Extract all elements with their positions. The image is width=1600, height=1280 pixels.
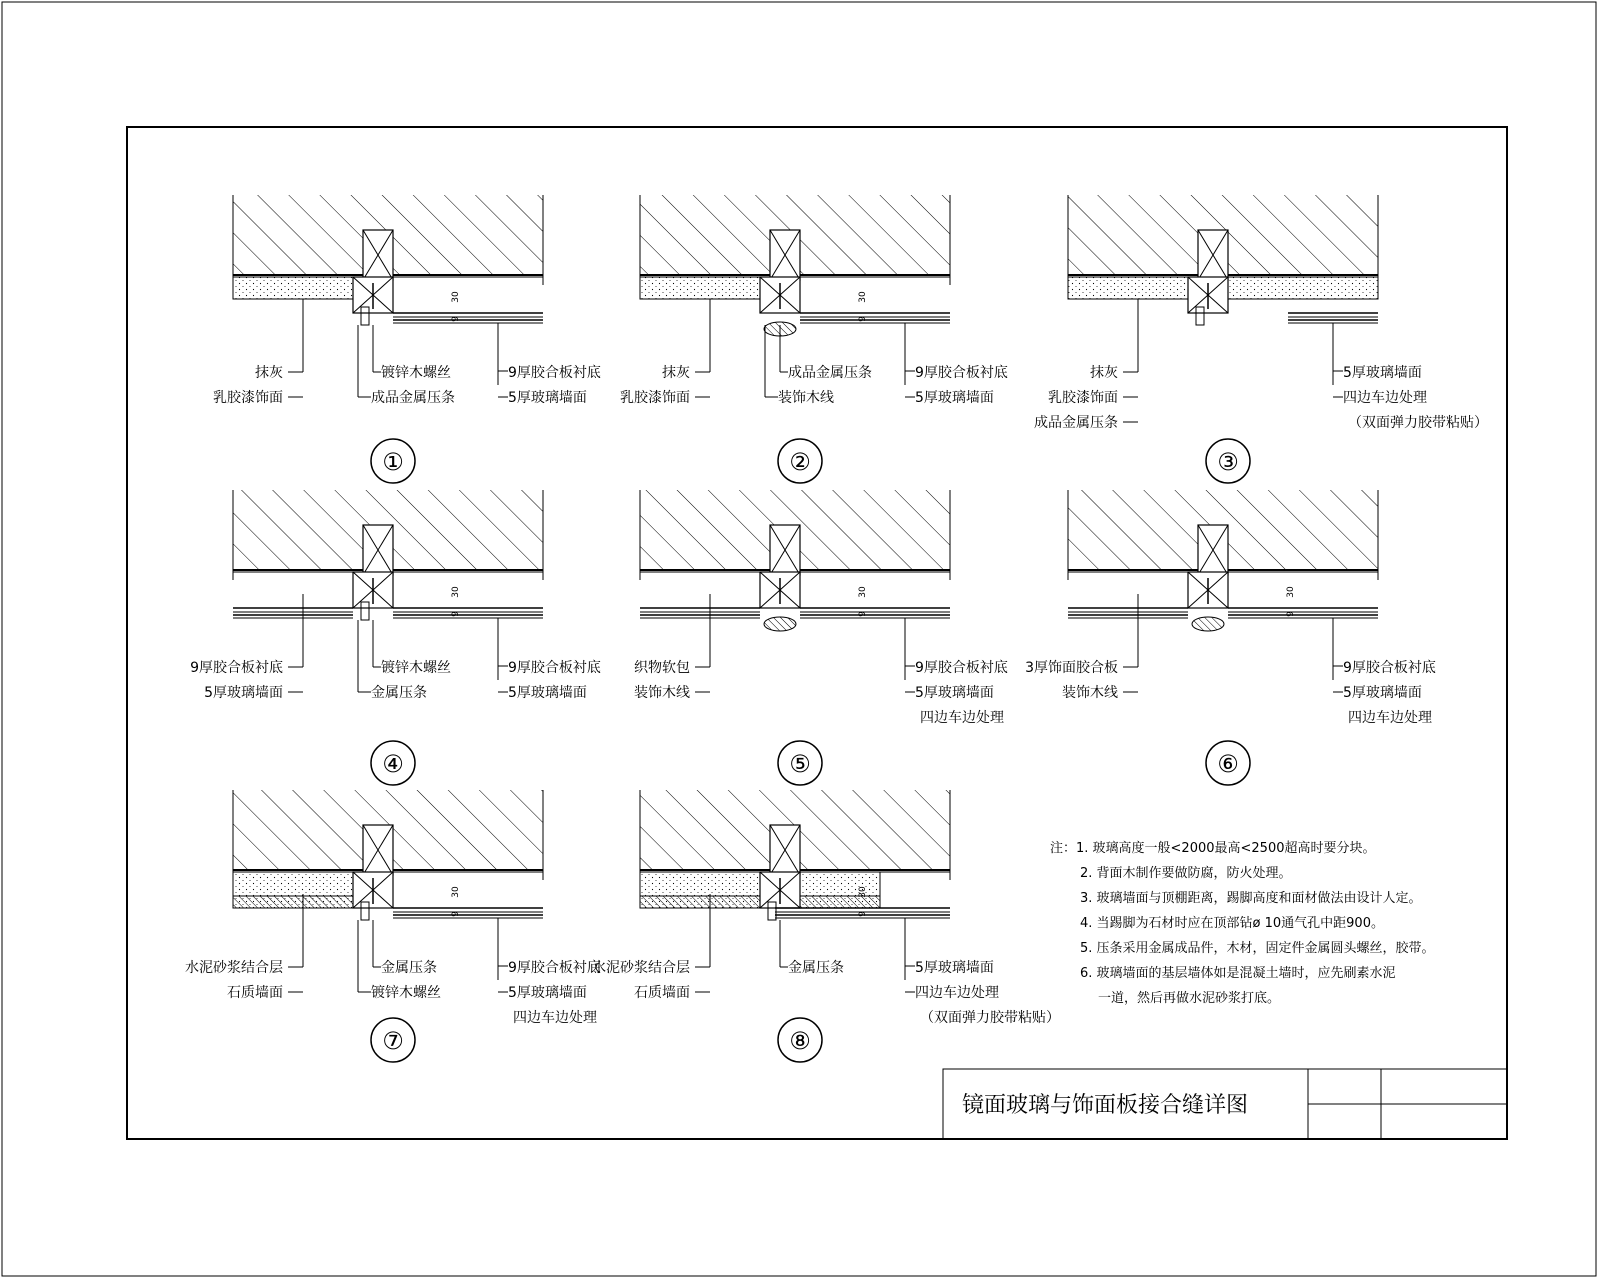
detail-number: ②: [789, 448, 811, 476]
note-line: 4. 当踢脚为石材时应在顶部钻ø 10通气孔中距900。: [1080, 916, 1384, 931]
callout-label: 5厚玻璃墙面: [508, 390, 587, 406]
callout-label: 成品金属压条: [371, 390, 455, 406]
callout-label: 金属压条: [381, 960, 437, 976]
detail-2: [620, 195, 1008, 483]
callout-label: 四边车边处理: [513, 1010, 597, 1026]
callout-label: 织物软包: [634, 660, 690, 676]
detail-5: [634, 490, 1008, 785]
callout-label: 四边车边处理: [915, 985, 999, 1001]
callout-label: 5厚玻璃墙面: [508, 985, 587, 1001]
callout-label: 镀锌木螺丝: [371, 985, 441, 1001]
detail-number: ④: [382, 750, 404, 778]
note-line: 一道，然后再做水泥砂浆打底。: [1098, 991, 1281, 1006]
callout-label: （双面弹力胶带粘贴）: [920, 1010, 1060, 1026]
callout-label: 镀锌木螺丝: [381, 660, 451, 676]
note-line: 2. 背面木制作要做防腐，防火处理。: [1080, 866, 1292, 881]
callout-label: 镀锌木螺丝: [381, 365, 451, 381]
callout-label: 5厚玻璃墙面: [204, 685, 283, 701]
callout-label: 9厚胶合板衬底: [915, 660, 1008, 676]
detail-3: [1034, 195, 1488, 483]
note-line: 6. 玻璃墙面的基层墙体如是混凝土墙时，应先刷素水泥: [1080, 966, 1396, 981]
callout-label: 水泥砂浆结合层: [185, 960, 283, 976]
callout-label: 四边车边处理: [1343, 390, 1427, 406]
detail-number: ⑤: [789, 750, 811, 778]
callout-label: 乳胶漆饰面: [620, 390, 690, 406]
callout-label: 抹灰: [662, 365, 690, 381]
callout-label: 3厚饰面胶合板: [1025, 660, 1118, 676]
detail-number: ⑥: [1217, 750, 1239, 778]
callout-label: 9厚胶合板衬底: [508, 660, 601, 676]
callout-label: 金属压条: [788, 960, 844, 976]
callout-label: 装饰木线: [1062, 685, 1118, 701]
callout-label: 金属压条: [371, 685, 427, 701]
callout-label: 四边车边处理: [920, 710, 1004, 726]
title-block: [943, 1069, 1507, 1139]
dimension-label: 30: [858, 586, 868, 598]
callout-label: 5厚玻璃墙面: [1343, 685, 1422, 701]
callout-label: 成品金属压条: [788, 365, 872, 381]
dimension-label: 30: [858, 886, 868, 898]
note-line: 注：1. 玻璃高度一般<2000最高<2500超高时要分块。: [1050, 841, 1376, 856]
dimension-label: 9: [451, 611, 461, 617]
callout-label: 5厚玻璃墙面: [915, 960, 994, 976]
callout-label: 石质墙面: [634, 985, 690, 1001]
detail-number: ⑧: [789, 1027, 811, 1055]
detail-1: [213, 195, 601, 483]
dimension-label: 30: [1286, 586, 1296, 598]
dimension-label: 30: [451, 586, 461, 598]
callout-label: 水泥砂浆结合层: [592, 960, 690, 976]
dimension-label: 30: [451, 886, 461, 898]
callout-label: 5厚玻璃墙面: [1343, 365, 1422, 381]
detail-number: ①: [382, 448, 404, 476]
detail-4: [190, 490, 601, 785]
dimension-label: 9: [858, 911, 868, 917]
dimension-label: 30: [451, 291, 461, 303]
dimension-label: 9: [451, 911, 461, 917]
callout-label: 9厚胶合板衬底: [190, 660, 283, 676]
callout-label: 装饰木线: [778, 390, 834, 406]
detail-number: ③: [1217, 448, 1239, 476]
callout-label: 9厚胶合板衬底: [508, 960, 601, 976]
callout-label: 石质墙面: [227, 985, 283, 1001]
dimension-label: 30: [858, 291, 868, 303]
callout-label: 9厚胶合板衬底: [915, 365, 1008, 381]
callout-label: 抹灰: [255, 365, 283, 381]
dimension-label: 9: [858, 316, 868, 322]
dimension-label: 9: [1286, 611, 1296, 617]
sheet-border: [2, 2, 1596, 1276]
detail-8: [592, 790, 1060, 1062]
detail-7: [185, 790, 601, 1062]
callout-label: 5厚玻璃墙面: [508, 685, 587, 701]
callout-label: 9厚胶合板衬底: [508, 365, 601, 381]
note-line: 5. 压条采用金属成品件，木材，固定件金属圆头螺丝，胶带。: [1080, 941, 1435, 956]
drawing-title: 镜面玻璃与饰面板接合缝详图: [962, 1093, 1249, 1118]
callout-label: 抹灰: [1090, 365, 1118, 381]
callout-label: 四边车边处理: [1348, 710, 1432, 726]
callout-label: 5厚玻璃墙面: [915, 685, 994, 701]
detail-6: [1025, 490, 1436, 785]
callout-label: 5厚玻璃墙面: [915, 390, 994, 406]
callout-label: 乳胶漆饰面: [1048, 390, 1118, 406]
detail-number: ⑦: [382, 1027, 404, 1055]
dimension-label: 9: [858, 611, 868, 617]
callout-label: （双面弹力胶带粘贴）: [1348, 415, 1488, 431]
callout-label: 9厚胶合板衬底: [1343, 660, 1436, 676]
callout-label: 乳胶漆饰面: [213, 390, 283, 406]
note-line: 3. 玻璃墙面与顶棚距离，踢脚高度和面材做法由设计人定。: [1080, 891, 1422, 906]
callout-label: 成品金属压条: [1034, 415, 1118, 431]
callout-label: 装饰木线: [634, 685, 690, 701]
notes-block: [1050, 840, 1435, 1006]
dimension-label: 9: [451, 316, 461, 322]
